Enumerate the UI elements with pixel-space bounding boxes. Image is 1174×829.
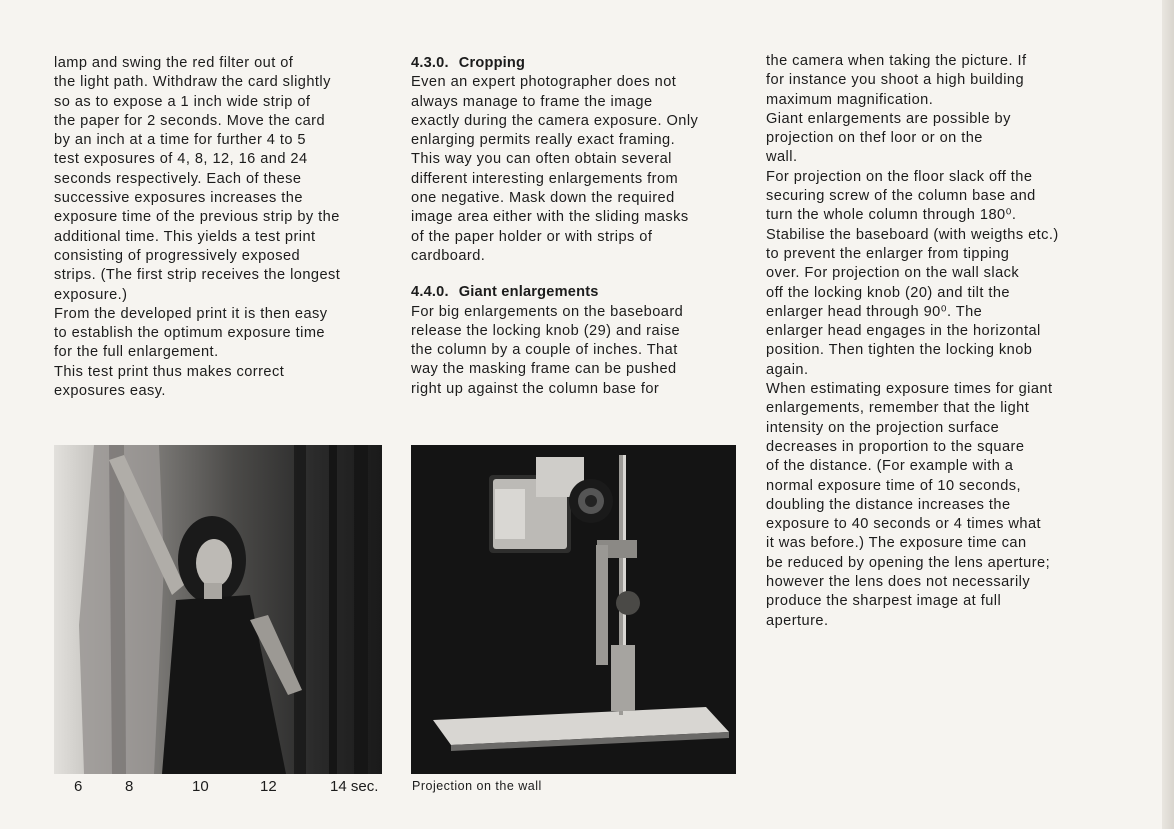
- text-line: consisting of progressively exposed: [54, 247, 301, 264]
- text-line: for the full enlargement.: [54, 344, 219, 361]
- text-line: enlarger head engages in the horizontal: [766, 323, 1041, 340]
- text-line: over. For projection on the wall slack: [766, 265, 1020, 282]
- text-line: the light path. Withdraw the card slightly: [54, 74, 331, 91]
- text-line: different interesting enlargements from: [411, 170, 679, 187]
- text-line: produce the sharpest image at full: [766, 593, 1002, 610]
- column-2-text: [411, 54, 746, 399]
- text-line: This test print thus makes correct: [54, 363, 285, 380]
- text-line: maximum magnification.: [766, 91, 934, 108]
- text-line: to establish the optimum exposure time: [54, 325, 325, 342]
- text-line: Giant enlargements are possible by: [766, 110, 1011, 127]
- text-line: Stabilise the baseboard (with weigths etc.): [766, 226, 1059, 243]
- column-3-text: [766, 52, 1106, 631]
- text-line: projection on thef loor or on the: [766, 130, 983, 147]
- page-edge: [1162, 0, 1174, 829]
- text-line: For projection on the floor slack off the: [766, 168, 1033, 185]
- text-line: right up against the column base for: [411, 380, 660, 397]
- text-line: of the paper holder or with strips of: [411, 228, 653, 245]
- text-line: exposure time of the previous strip by the: [54, 209, 340, 226]
- column-1-text: [54, 54, 389, 401]
- strip-label: 14 sec.: [330, 778, 379, 795]
- text-line: strips. (The first strip receives the longest: [54, 267, 341, 284]
- text-line: aperture.: [766, 612, 829, 629]
- text-line: Even an expert photographer does not: [411, 74, 677, 91]
- strip-label: 6: [74, 778, 83, 795]
- text-line: one negative. Mask down the required: [411, 190, 675, 207]
- text-line: cardboard.: [411, 247, 486, 264]
- text-line: securing screw of the column base and: [766, 188, 1036, 205]
- text-line: again.: [766, 361, 809, 378]
- text-line: enlarging permits really exact framing.: [411, 132, 676, 149]
- strip-label: 8: [125, 778, 134, 795]
- text-line: the column by a couple of inches. That: [411, 342, 678, 359]
- section-heading-giant-enlargements: [411, 283, 746, 302]
- text-line: lamp and swing the red filter out of: [54, 55, 294, 71]
- text-line: off the locking knob (20) and tilt the: [766, 284, 1010, 301]
- text-line: intensity on the projection surface: [766, 419, 1000, 436]
- text-line: for instance you shoot a high building: [766, 72, 1025, 89]
- text-line: test exposures of 4, 8, 12, 16 and 24: [54, 151, 308, 168]
- text-line: be reduced by opening the lens aperture;: [766, 554, 1051, 571]
- text-line: image area either with the sliding masks: [411, 209, 689, 226]
- text-line: When estimating exposure times for giant: [766, 381, 1053, 398]
- strip-label: 10: [192, 778, 209, 795]
- text-line: however the lens does not necessarily: [766, 574, 1031, 591]
- text-line: exposure to 40 seconds or 4 times what: [766, 516, 1042, 533]
- text-line: normal exposure time of 10 seconds,: [766, 477, 1022, 494]
- text-line: This way you can often obtain several: [411, 151, 672, 168]
- text-line: the camera when taking the picture. If: [766, 53, 1027, 69]
- text-line: by an inch at a time for further 4 to 5: [54, 132, 306, 149]
- section-number: 4.4.0.: [411, 284, 449, 301]
- text-line: additional time. This yields a test print: [54, 228, 316, 245]
- text-line: seconds respectively. Each of these: [54, 170, 302, 187]
- figure-caption: Projection on the wall: [412, 779, 542, 793]
- text-line: doubling the distance increases the: [766, 496, 1011, 513]
- section-number: 4.3.0.: [411, 55, 449, 71]
- text-line: enlarger head through 90⁰. The: [766, 303, 983, 320]
- text-line: to prevent the enlarger from tipping: [766, 245, 1010, 262]
- section-heading-cropping: [411, 54, 746, 73]
- section-title: Giant enlargements: [458, 284, 599, 301]
- text-line: so as to expose a 1 inch wide strip of: [54, 93, 311, 110]
- text-line: decreases in proportion to the square: [766, 438, 1025, 455]
- text-line: it was before.) The exposure time can: [766, 535, 1027, 552]
- test-strip-labels: [54, 778, 384, 798]
- text-line: turn the whole column through 180⁰.: [766, 207, 1017, 224]
- text-line: exactly during the camera exposure. Only: [411, 112, 699, 129]
- strip-label: 12: [260, 778, 277, 795]
- text-line: of the distance. (For example with a: [766, 458, 1014, 475]
- test-strip-photo: [54, 445, 382, 774]
- text-line: exposure.): [54, 286, 128, 303]
- text-line: release the locking knob (29) and raise: [411, 322, 681, 339]
- text-line: wall.: [766, 149, 798, 166]
- text-line: position. Then tighten the locking knob: [766, 342, 1033, 359]
- text-line: exposures easy.: [54, 383, 166, 400]
- text-line: enlargements, remember that the light: [766, 400, 1030, 417]
- text-line: always manage to frame the image: [411, 93, 653, 110]
- text-line: way the masking frame can be pushed: [411, 361, 677, 378]
- section-title: Cropping: [458, 55, 526, 71]
- text-line: For big enlargements on the baseboard: [411, 303, 684, 320]
- text-line: successive exposures increases the: [54, 190, 303, 207]
- text-line: the paper for 2 seconds. Move the card: [54, 112, 326, 129]
- enlarger-photo: [411, 445, 736, 774]
- text-line: From the developed print it is then easy: [54, 305, 328, 322]
